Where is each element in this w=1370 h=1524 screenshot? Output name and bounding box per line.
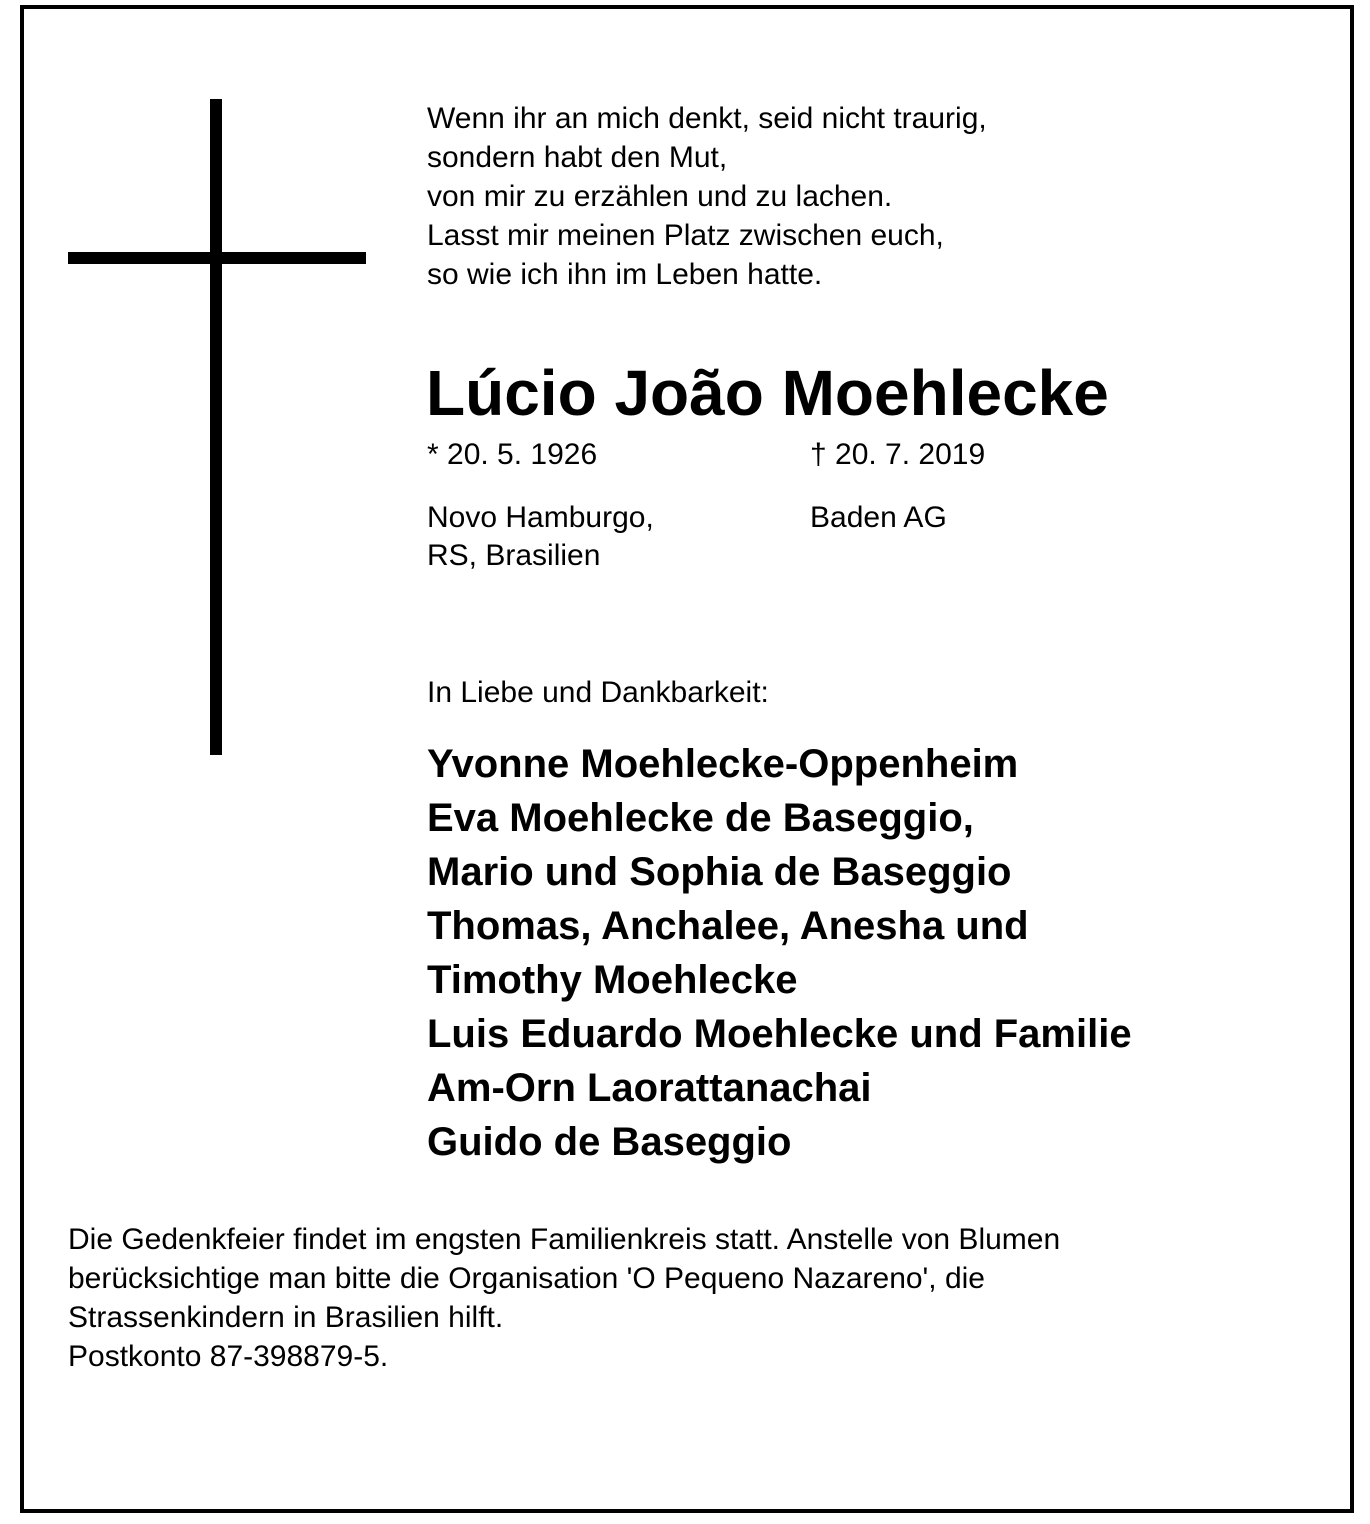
cross-icon-vertical-beam <box>210 99 222 755</box>
birth-date: * 20. 5. 1926 <box>427 438 598 471</box>
notice-line: berücksichtige man bitte die Organisation 'O Pequeno Nazareno', die <box>68 1262 985 1295</box>
poem-line: sondern habt den Mut, <box>427 141 728 174</box>
mourners-list <box>427 737 1132 1169</box>
notice-line: Strassenkindern in Brasilien hilft. <box>68 1301 504 1334</box>
poem-line: von mir zu erzählen und zu lachen. <box>427 180 893 213</box>
poem-line: so wie ich ihn im Leben hatte. <box>427 258 823 291</box>
poem-line: Wenn ihr an mich denkt, seid nicht traurig, <box>427 102 987 135</box>
mourner-name: Mario und Sophia de Baseggio <box>427 850 1012 894</box>
thanks-line: In Liebe und Dankbarkeit: <box>427 676 769 709</box>
poem <box>427 99 987 294</box>
death-date: † 20. 7. 2019 <box>810 438 986 471</box>
mourner-name: Guido de Baseggio <box>427 1120 792 1164</box>
mourner-name: Luis Eduardo Moehlecke und Familie <box>427 1012 1132 1056</box>
birth-place-line: RS, Brasilien <box>427 539 601 572</box>
notice-line: Die Gedenkfeier findet im engsten Familienkreis statt. Anstelle von Blumen <box>68 1223 1061 1256</box>
mourner-name: Am-Orn Laorattanachai <box>427 1066 872 1110</box>
birth-place <box>427 499 654 575</box>
birth-place-line: Novo Hamburgo, <box>427 501 654 534</box>
poem-line: Lasst mir meinen Platz zwischen euch, <box>427 219 944 252</box>
deceased-name: Lúcio João Moehlecke <box>426 357 1109 429</box>
cross-icon-horizontal-beam <box>68 252 366 264</box>
mourner-name: Yvonne Moehlecke-Oppenheim <box>427 742 1019 786</box>
death-place: Baden AG <box>810 501 947 534</box>
mourner-name: Timothy Moehlecke <box>427 958 798 1002</box>
mourner-name: Thomas, Anchalee, Anesha und <box>427 904 1029 948</box>
memorial-notice <box>68 1220 1060 1376</box>
notice-line: Postkonto 87-398879-5. <box>68 1340 389 1373</box>
mourner-name: Eva Moehlecke de Baseggio, <box>427 796 974 840</box>
